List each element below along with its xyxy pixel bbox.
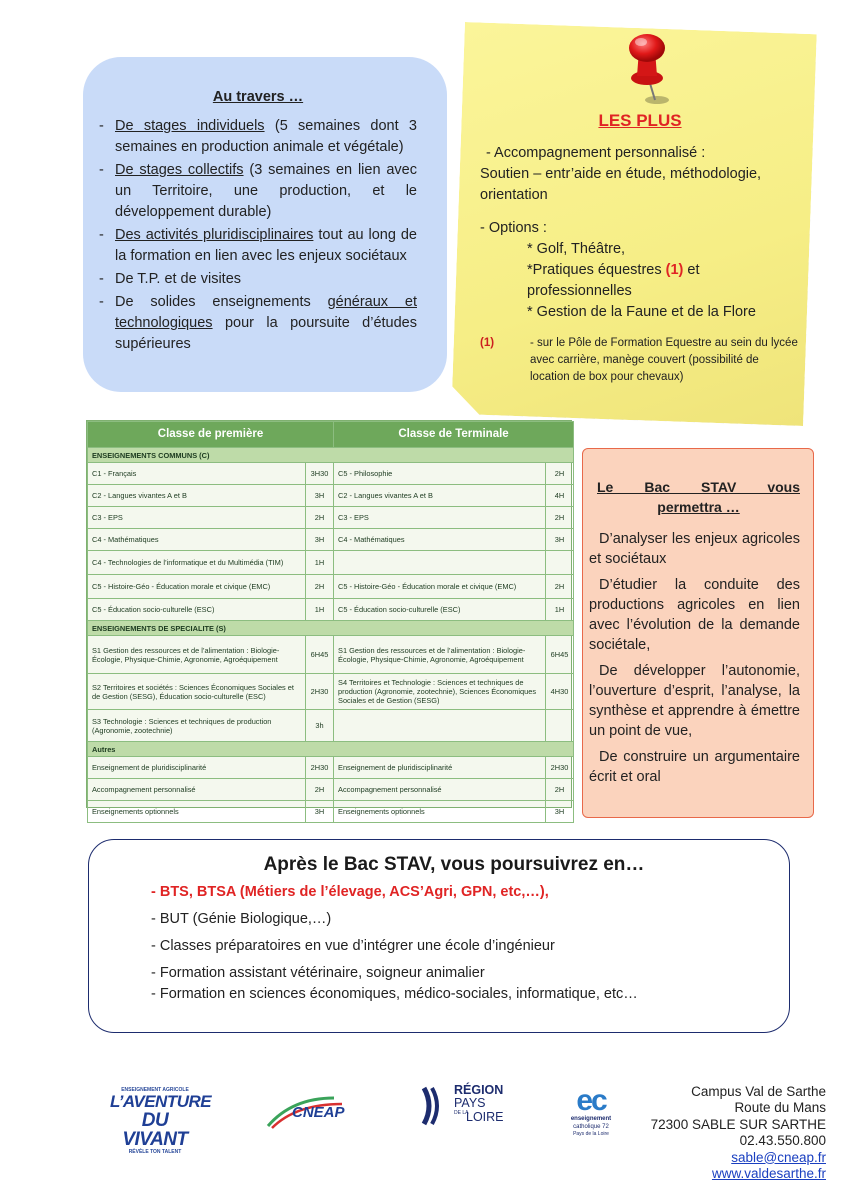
list-item: - Formation assistant vétérinaire, soigneur animalier xyxy=(151,965,485,981)
accompagnement-detail: Soutien – entr’aide en étude, méthodologie, orientation xyxy=(480,166,762,203)
footnote xyxy=(480,335,800,386)
enseignement-catholique-logo: ec enseignement catholique 72 Pays de la Loire xyxy=(556,1087,626,1138)
bac-point-2: D’étudier la conduite des productions agricoles en lien avec l’évolution de la demande sociétale, xyxy=(589,577,800,653)
list-item: - De T.P. et de visites xyxy=(99,269,417,290)
table-row: C5 - Histoire-Géo - Éducation morale et civique (EMC) 2H C5 - Histoire-Géo - Éducation morale et civique (EMC) 2H xyxy=(88,575,574,599)
list-item: - Des activités pluridisciplinaires tout au long de la formation en lien avec les enjeux sociétaux xyxy=(99,225,417,267)
table-row: S3 Technologie : Sciences et techniques de production (Agronomie, zootechnie) 3h xyxy=(88,710,574,742)
list-item: - BTS, BTSA (Métiers de l’élevage, ACS’Agri, GPN, etc,…), xyxy=(151,884,549,900)
table-row: S1 Gestion des ressources et de l’alimentation : Biologie- Écologie, Physique-Chimie, Agronomie, Agroéquipement 6H45 S1 Gestion des ressources et de l’alimentation : Biologie- Écologie, Physique-Chimie, Agronomie, Agroéquipement 6H45 xyxy=(88,636,574,674)
accompagnement-label: - Accompagnement personnalisé : xyxy=(486,145,706,161)
apres-bac-title: Après le Bac STAV, vous poursuivrez en… xyxy=(263,854,645,875)
region-pays-de-la-loire-logo: RÉGION PAYS DE LA LOIRE xyxy=(420,1084,520,1130)
contact-block xyxy=(651,1084,826,1182)
list-item: - De solides enseignements généraux et technologiques pour la poursuite d’études supérieures xyxy=(99,292,417,355)
phone-number: 02.43.550.800 xyxy=(739,1133,826,1149)
bac-stav-title: Le Bac STAV vous permettra … xyxy=(597,479,800,515)
les-plus-note xyxy=(458,28,828,448)
address-city: 72300 SABLE SUR SARTHE xyxy=(650,1116,826,1132)
apres-bac-box xyxy=(88,839,790,1033)
les-plus-title: LES PLUS xyxy=(598,111,682,130)
bac-point-4: De construire un argumentaire écrit et oral xyxy=(589,749,800,785)
options-label: - Options : xyxy=(480,220,547,236)
list-item: - Formation en sciences économiques, médico-sociales, informatique, etc… xyxy=(151,986,638,1002)
les-plus-content xyxy=(480,110,800,386)
option-golf: * Golf, Théâtre, xyxy=(527,241,626,257)
list-item: - Classes préparatoires en vue d’intégrer une école d’ingénieur xyxy=(151,938,555,954)
table-row: C4 - Technologies de l’informatique et du Multimédia (TIM) 1H xyxy=(88,551,574,575)
option-equestre: *Pratiques équestres (1) et professionnelles xyxy=(527,262,700,299)
table-section-row: ENSEIGNEMENTS DE SPECIALITE (S) xyxy=(88,621,574,636)
campus-name: Campus Val de Sarthe xyxy=(691,1084,826,1099)
list-item: - De stages individuels (5 semaines dont 3 semaines en production animale et végétale) xyxy=(99,116,417,158)
address-line: Route du Mans xyxy=(734,1100,826,1116)
table-section-row: ENSEIGNEMENTS COMMUNS (C) xyxy=(88,448,574,463)
region-mark-icon xyxy=(420,1086,440,1126)
list-item: - BUT (Génie Biologique,…) xyxy=(151,911,332,927)
footnote-ref: (1) xyxy=(665,262,684,278)
au-travers-box xyxy=(83,57,447,392)
list-item: - De stages collectifs (3 semaines en lien avec un Territoire, une production, et le développement durable) xyxy=(99,160,417,223)
header-terminale: Classe de Terminale xyxy=(334,422,574,448)
au-travers-title: Au travers … xyxy=(212,89,304,105)
email-link[interactable]: sable@cneap.fr xyxy=(731,1149,826,1165)
table-row: Enseignement de pluridisciplinarité 2H30 Enseignement de pluridisciplinarité 2H30 xyxy=(88,757,574,779)
table-row: C2 - Langues vivantes A et B 3H C2 - Langues vivantes A et B 4H xyxy=(88,485,574,507)
table-section-row: Autres xyxy=(88,742,574,757)
schedule-table xyxy=(86,420,572,816)
table-row: C5 - Éducation socio-culturelle (ESC) 1H C5 - Éducation socio-culturelle (ESC) 1H xyxy=(88,599,574,621)
aventure-du-vivant-logo: ENSEIGNEMENT AGRICOLE L’AVENTURE DU VIVANT RÉVÈLE TON TALENT xyxy=(110,1087,212,1155)
header-premiere: Classe de première xyxy=(88,422,334,448)
schedule-grid xyxy=(87,421,574,823)
option-faune: * Gestion de la Faune et de la Flore xyxy=(527,304,756,320)
footnote-text: - sur le Pôle de Formation Equestre au sein du lycée avec carrière, manège couvert (possibilité de location de box pour chevaux) xyxy=(530,337,798,383)
bac-point-1: D’analyser les enjeux agricoles et sociétaux xyxy=(589,531,800,567)
table-row: S2 Territoires et sociétés : Sciences Économiques Sociales et de Gestion (SESG), Éducation socio-culturelle (ESC) 2H30 S4 Territoires et Technologie : Sciences et techniques de production (Agronomie, zootechnie), Sciences Économiques Sociales et de Gestion (SESG) 4H30 xyxy=(88,674,574,710)
apres-bac-list xyxy=(151,882,789,1004)
ec-mark: ec xyxy=(576,1084,606,1117)
table-row: C3 - EPS 2H C3 - EPS 2H xyxy=(88,507,574,529)
bac-point-3: De développer l’autonomie, l’ouverture d’esprit, l’analyse, la synthèse et apprendre à émettre un point de vue, xyxy=(589,663,800,739)
bac-stav-box xyxy=(582,448,814,818)
table-row: Enseignements optionnels 3H Enseignements optionnels 3H xyxy=(88,801,574,823)
push-pin-icon xyxy=(613,28,683,108)
table-row: C4 - Mathématiques 3H C4 - Mathématiques 3H xyxy=(88,529,574,551)
accompagnement-text xyxy=(480,143,800,206)
footnote-mark: (1) xyxy=(480,337,495,349)
options-block xyxy=(480,218,800,323)
table-row: C1 - Français 3H30 C5 - Philosophie 2H xyxy=(88,463,574,485)
website-link[interactable]: www.valdesarthe.fr xyxy=(711,1166,826,1182)
au-travers-list xyxy=(99,116,417,355)
table-row: Accompagnement personnalisé 2H Accompagnement personnalisé 2H xyxy=(88,779,574,801)
cneap-logo: CNEAP xyxy=(262,1092,362,1132)
